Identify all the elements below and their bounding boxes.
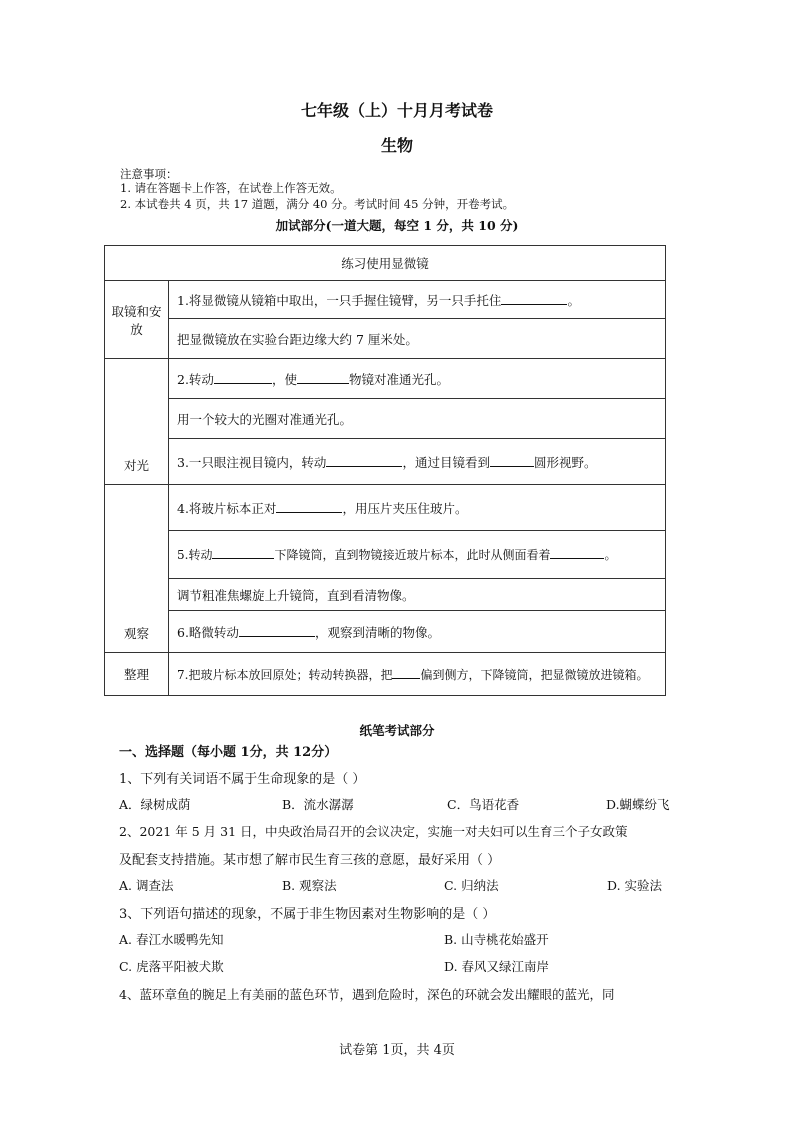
stage-label-cleanup: 整理 (105, 653, 169, 696)
q1-option-c[interactable]: C．鸟语花香 (447, 797, 520, 812)
stage-label-setup: 取镜和安放 (105, 281, 169, 359)
q1-option-d[interactable]: D.蝴蝶纷飞 (606, 797, 670, 812)
answer-blank[interactable] (239, 625, 315, 637)
stage-label-light: 对光 (105, 359, 169, 485)
notes-heading: 注意事项： (120, 167, 178, 181)
table-row: 4.将玻片标本正对 ，用压片夹压住玻片。 (169, 485, 666, 531)
q3-option-c[interactable]: C. 虎落平阳被犬欺 (119, 959, 224, 974)
bonus-section-title: 加试部分(一道大题，每空 1 分，共 10 分) (275, 218, 519, 233)
exam-title: 七年级（上）十月月考试卷 (300, 101, 493, 120)
q2-option-a[interactable]: A. 调查法 (119, 878, 174, 893)
table-row: 5.转动 下降镜筒，直到物镜接近玻片标本，此时从侧面看着 。 (169, 531, 666, 579)
page-footer: 试卷第 1页，共 4页 (339, 1043, 455, 1058)
section-heading: 一、选择题（每小题 1分，共 12分） (119, 745, 338, 760)
answer-blank[interactable] (326, 455, 402, 467)
question-2-stem-line2: 及配套支持措施。某市想了解市民生育三孩的意愿，最好采用（ ） (119, 853, 501, 868)
q2-option-c[interactable]: C. 归纳法 (444, 878, 499, 893)
answer-blank[interactable] (276, 501, 342, 513)
q3-option-d[interactable]: D. 春风又绿江南岸 (444, 959, 550, 974)
subject-title: 生物 (380, 136, 413, 155)
table-title: 练习使用显微镜 (105, 246, 666, 281)
answer-blank[interactable] (550, 547, 604, 559)
question-3-stem: 3、下列语句描述的现象，不属于非生物因素对生物影响的是（ ） (119, 907, 496, 922)
answer-blank[interactable] (212, 547, 274, 559)
table-row: 1.将显微镜从镜箱中取出，一只手握住镜臂，另一只手托住 。 (169, 281, 666, 319)
answer-blank[interactable] (297, 372, 349, 384)
q1-option-b[interactable]: B．流水潺潺 (282, 797, 354, 812)
answer-blank[interactable] (501, 293, 567, 305)
q2-option-d[interactable]: D. 实验法 (607, 878, 663, 893)
q3-option-a[interactable]: A. 春江水暖鸭先知 (119, 932, 224, 947)
table-row: 6.略微转动 ，观察到清晰的物像。 (169, 611, 666, 653)
microscope-table (104, 245, 666, 696)
answer-blank[interactable] (392, 667, 420, 679)
table-row: 用一个较大的光圈对准通光孔。 (169, 399, 666, 439)
stage-label-observe: 观察 (105, 485, 169, 653)
question-1-stem: 1、下列有关词语不属于生命现象的是（ ） (119, 772, 366, 787)
question-2-stem-line1: 2、2021 年 5 月 31 日，中央政治局召开的会议决定，实施一对夫妇可以生育三个子女政策 (119, 824, 628, 839)
q1-option-a[interactable]: A．绿树成荫 (119, 797, 191, 812)
table-row: 7.把玻片标本放回原处；转动转换器，把 偏到侧方，下降镜筒，把显微镜放进镜箱。 (169, 653, 666, 696)
question-4-stem-line1: 4、蓝环章鱼的腕足上有美丽的蓝色环节，遇到危险时，深色的环就会发出耀眼的蓝光，同 (119, 987, 615, 1002)
q2-option-b[interactable]: B. 观察法 (282, 878, 337, 893)
table-row: 把显微镜放在实验台距边缘大约 7 厘米处。 (169, 319, 666, 359)
notes-item-1: 1. 请在答题卡上作答，在试卷上作答无效。 (120, 181, 342, 195)
table-row: 3.一只眼注视目镜内，转动 ，通过目镜看到 圆形视野。 (169, 439, 666, 485)
table-row: 调节粗准焦螺旋上升镜筒，直到看清物像。 (169, 579, 666, 611)
table-row: 2.转动 ，使 物镜对准通光孔。 (169, 359, 666, 399)
q3-option-b[interactable]: B. 山寺桃花始盛开 (444, 932, 549, 947)
notes-item-2: 2. 本试卷共 4 页，共 17 道题，满分 40 分。考试时间 45 分钟，开卷考试。 (120, 197, 515, 211)
answer-blank[interactable] (490, 455, 534, 467)
answer-blank[interactable] (214, 372, 272, 384)
paper-section-title: 纸笔考试部分 (359, 723, 435, 738)
